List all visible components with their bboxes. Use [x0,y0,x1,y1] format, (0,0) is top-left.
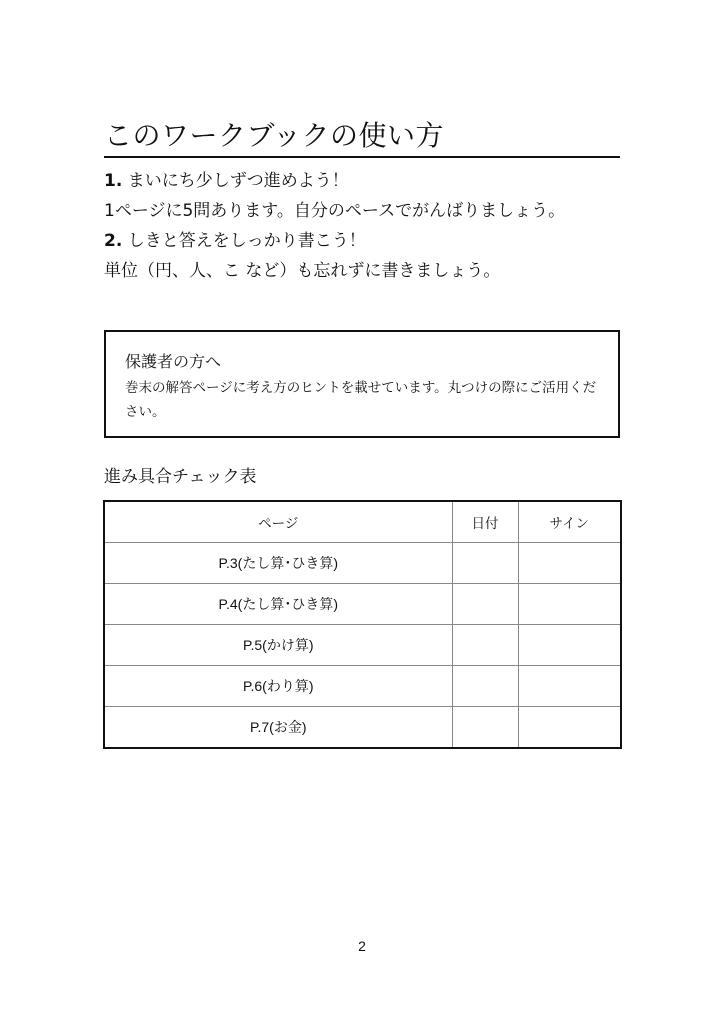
table-header-row [104,501,621,543]
table-row [104,543,621,584]
guardian-note-heading: 保護者の方へ [125,352,222,371]
page-number: 2 [358,938,366,954]
row-date-cell[interactable] [452,707,518,749]
row-sign-cell[interactable] [518,666,621,707]
row-date-cell[interactable] [452,584,518,625]
row-date-cell[interactable] [452,543,518,584]
step-1-text: まいにち少しずつ進めよう！ [122,171,349,191]
instruction-step-1 [104,166,634,196]
header-page: ページ [104,501,452,543]
row-page-cell: P.5(かけ算) [104,625,452,666]
page-title: このワークブックの使い方 [104,116,620,158]
header-date: 日付 [452,501,518,543]
row-page-cell: P.7(お金) [104,707,452,749]
row-sign-cell[interactable] [518,707,621,749]
table-row [104,584,621,625]
table-row [104,666,621,707]
row-page-cell: P.4(たし算･ひき算) [104,584,452,625]
table-row [104,625,621,666]
row-sign-cell[interactable] [518,625,621,666]
instruction-step-2-detail: 単位（円、人、こ など）も忘れずに書きましょう。 [104,261,501,281]
instruction-step-2 [104,226,634,256]
guardian-note-body: 巻末の解答ページに考え方のヒントを載せています。丸つけの際にご活用ください。 [125,380,597,420]
progress-table-label: 進み具合チェック表 [104,467,257,487]
row-page-cell: P.6(わり算) [104,666,452,707]
step-2-text: しきと答えをしっかり書こう！ [122,231,366,251]
instructions [104,166,634,286]
row-date-cell[interactable] [452,666,518,707]
table-row [104,707,621,749]
step-2-number: 2. [104,231,123,251]
instruction-step-1-detail: 1ページに5問あります。自分のペースでがんばりましょう。 [104,201,566,221]
row-page-cell: P.3(たし算･ひき算) [104,543,452,584]
row-sign-cell[interactable] [518,543,621,584]
guardian-note-box [104,330,620,438]
row-date-cell[interactable] [452,625,518,666]
step-1-number: 1. [104,171,123,191]
progress-check-table [103,500,622,749]
row-sign-cell[interactable] [518,584,621,625]
header-sign: サイン [518,501,621,543]
